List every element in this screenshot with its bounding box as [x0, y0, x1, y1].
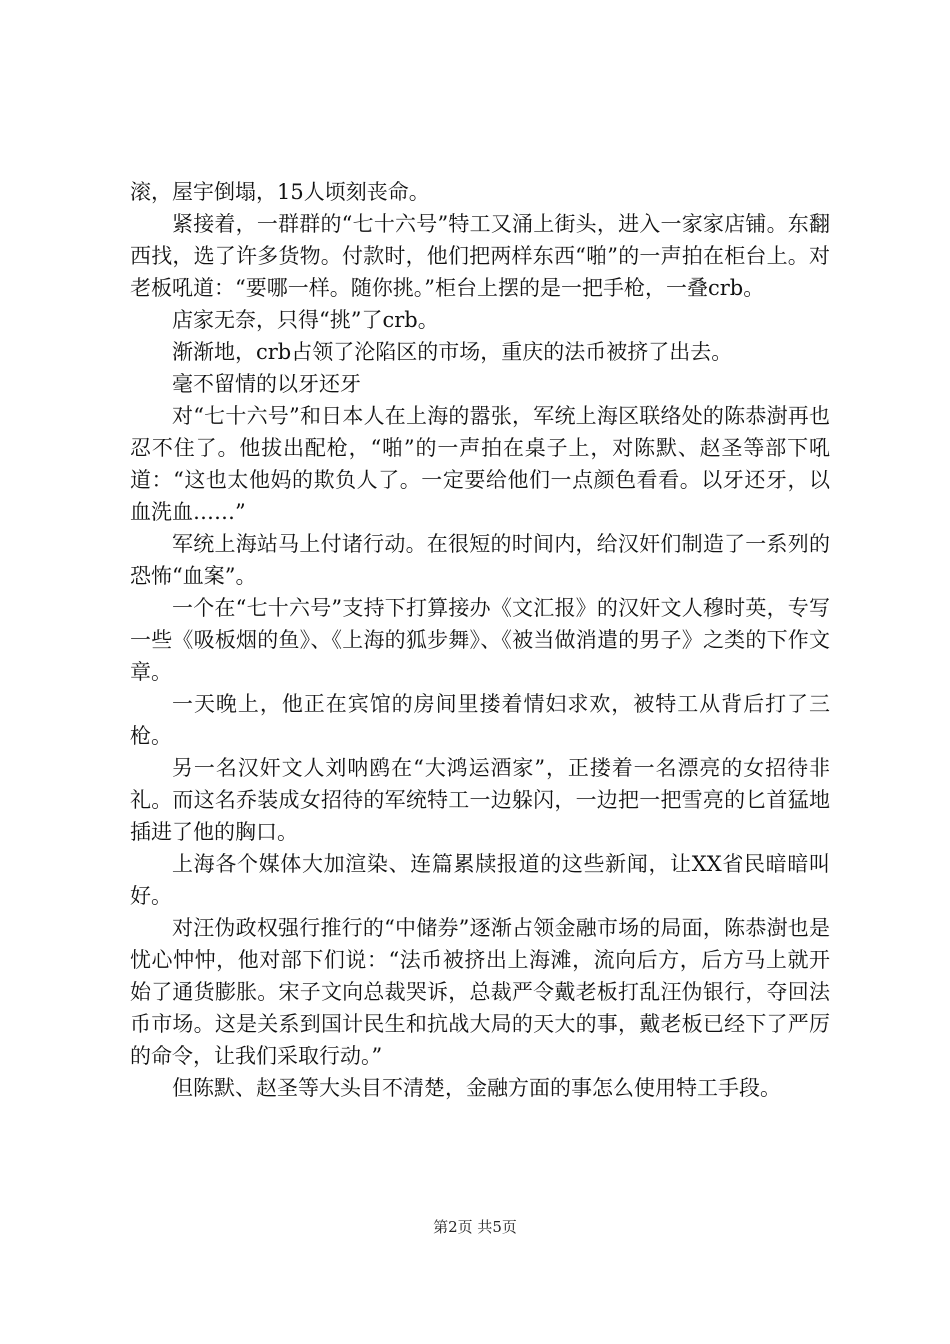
- section-heading: 毫不留情的以牙还牙: [172, 372, 361, 396]
- paragraph: 另一名汉奸文人刘呐鸥在“大鸿运酒家”，正搂着一名漂亮的女招待非礼。而这名乔装成女招待的军统特工一边躲闪，一边把一把雪亮的匕首猛地插进了他的胸口。: [130, 756, 830, 844]
- paragraph: 一个在“七十六号”支持下打算接办《文汇报》的汉奸文人穆时英，专写一些《吸板烟的鱼》、《上海的狐步舞》、《被当做消遣的男子》之类的下作文章。: [130, 596, 830, 684]
- paragraph: 对“七十六号”和日本人在上海的嚣张，军统上海区联络处的陈恭澍再也忍不住了。他拔出配枪，“啪”的一声拍在桌子上，对陈默、赵圣等部下吼道：“这也太他妈的欺负人了。一定要给他们一点颜色看看。以牙还牙，以血洗血……”: [130, 404, 830, 524]
- paragraph: 一天晚上，他正在宾馆的房间里搂着情妇求欢，被特工从背后打了三枪。: [130, 692, 830, 748]
- document-body: [130, 176, 830, 1104]
- paragraph: 渐渐地，crb占领了沦陷区的市场，重庆的法币被挤了出去。: [172, 340, 733, 364]
- paragraph: 但陈默、赵圣等大头目不清楚，金融方面的事怎么使用特工手段。: [172, 1076, 781, 1100]
- page-number: 第2页 共5页: [433, 1218, 517, 1236]
- paragraph: 店家无奈，只得“挑”了crb。: [172, 308, 439, 332]
- paragraph: 对汪伪政权强行推行的“中储券”逐渐占领金融市场的局面，陈恭澍也是忧心忡忡，他对部下们说：“法币被挤出上海滩，流向后方，后方马上就开始了通货膨胀。宋子文向总裁哭诉，总裁严令戴老板打乱汪伪银行，夺回法币市场。这是关系到国计民生和抗战大局的天大的事，戴老板已经下了严厉的命令，让我们采取行动。”: [130, 916, 830, 1068]
- paragraph: 滚，屋宇倒塌，15人顷刻丧命。: [130, 180, 430, 204]
- paragraph: 军统上海站马上付诸行动。在很短的时间内，给汉奸们制造了一系列的恐怖“血案”。: [130, 532, 830, 588]
- paragraph: 上海各个媒体大加渲染、连篇累牍报道的这些新闻，让XX省民暗暗叫好。: [130, 852, 830, 908]
- paragraph: 紧接着，一群群的“七十六号”特工又涌上街头，进入一家家店铺。东翻西找，选了许多货物。付款时，他们把两样东西“啪”的一声拍在柜台上。对老板吼道：“要哪一样。随你挑。”柜台上摆的是一把手枪，一叠crb。: [130, 212, 830, 300]
